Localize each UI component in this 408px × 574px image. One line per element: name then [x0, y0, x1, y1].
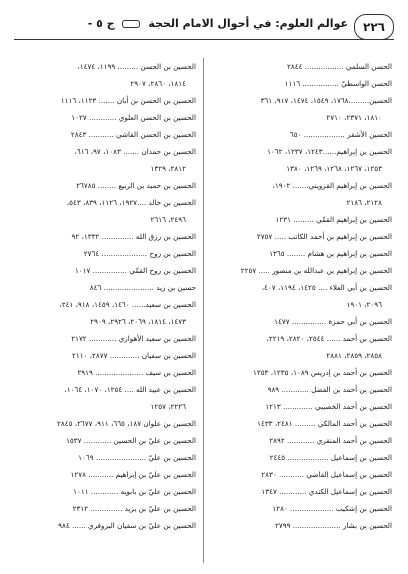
index-entry: الحسين بن أبي العلاء .... ١٤٢٥، ١١٩٤، ٤٠٧،: [261, 283, 392, 292]
index-entry: الحسين بن عليّ بن سفيان البزوفري ...... ٩٨٤: [58, 521, 196, 530]
index-entry-continuation: ١٨١٤، ٢٨٦٠، ٢٩٠٧: [130, 79, 186, 88]
page-header: [14, 14, 394, 40]
header-rule: [14, 39, 394, 40]
index-entry: الحسين بن إبراهيم بن هشام ........ ١٣٦٥: [269, 249, 392, 258]
index-entry: الحسين بن الحسن القاشي ........... ٢٨٤٣: [70, 130, 196, 139]
index-entry: الحسين بن إشكيب ................... ١٢٨٠: [272, 504, 392, 513]
index-entry: الحسين الأشقر .................. ٦٥٠: [289, 130, 392, 139]
index-entry-continuation: ٢٨١٢، ١٣٢٩: [150, 164, 186, 173]
index-entry: الحسين بن عليّ بن بابويه ............ ١٠١١: [73, 487, 196, 496]
index-entry: الحسين بن حمدان ....... ١٠٨٣، ٩٧، ٦١٦،: [74, 147, 196, 156]
index-entry-continuation: ٢٠٩٦، ١٩٠١: [346, 300, 382, 309]
index-entry: الحسين بن إبراهيم بن أحمد الكاتب ..... ٢٧٥٧: [256, 232, 392, 241]
index-column-right: [212, 58, 392, 566]
index-entry: الحسين بن رزق الله .............. ١٣٣٢، ٩٢: [71, 232, 196, 241]
index-entry: الحسين بن أحمد بن الفضل ............ ٩٨٩: [267, 385, 392, 394]
index-entry: الحسين بن أحمد المالكي ......... ٢٤٨١، ١٤٣٣: [257, 419, 392, 428]
index-entry: الحسين بن علوان ١٨٧، ٦٦٥، ٩١١، ٢٦٧٧، ٢٨٤٥: [57, 419, 196, 428]
index-entry-continuation: ١٨١٠، ٢٣٧١، ٢٧١٠: [326, 113, 382, 122]
index-entry: الحسين بن روح القمّي ............... ١٠١٧: [74, 266, 196, 275]
index-entry-continuation: ٢٢٢٦، ١٢٥٧: [150, 402, 186, 411]
index-entry: الحسين بن سعيد...... ١٤٦٠، ١٤٥٩، ٩١٨، ٢٤١،: [59, 300, 196, 309]
index-entry: الحسين بن إبراهيم......١٢٤٣، ١٢٣٧، ١٠٦٢: [267, 147, 392, 156]
index-entry: الحسين بن عليّ ...................... ١٠٦٩: [78, 453, 196, 462]
index-entry: الحسن الواسطيّ ................ ١١١٦: [284, 79, 392, 88]
index-entry: الحسين بن الحسن ......... ١١٩٩، ١٤٧٤،: [77, 62, 196, 71]
volume-label: ج ٥ -: [87, 17, 115, 30]
index-entry: الحسين بن إبراهيم القمّي ......... ١٢٣١: [275, 215, 392, 224]
index-entry: الحسين بن أحمد المنقري ............ ٢٨٩٢: [269, 436, 392, 445]
index-entry: الحسن السلمي ................. ٢٨٤٤: [287, 62, 392, 71]
index-entry: الحسين بن سيف ..................... ٢٩١٩: [77, 368, 196, 377]
index-entry: الحسين بن عليّ بن إبراهيم ........... ١٢٧٨: [70, 470, 196, 479]
index-entry: الحسين بن حميد بن الربيع ........ ٢٦٧٨٥: [76, 181, 196, 190]
index-entry: الحسين بن أحمد بن إدريس ١٠٨٩، ١٢٣٥، ١٢٥٣: [252, 368, 392, 377]
running-title: [88, 17, 348, 30]
index-entry: الحسين بن أحمد الخصيبي ............. ١٢١٣: [265, 402, 392, 411]
index-entry: الحسين بن إبراهيم بن عبدالله بن منصور ..... ٢٢٥٧: [240, 266, 392, 275]
index-column-left: [16, 58, 196, 566]
index-entry-continuation: ٢١٢٨، ٢١٨٦: [346, 198, 382, 207]
index-entry: الحسين بن إسماعيل .................. ٢٤٤٥: [269, 453, 392, 462]
book-title: عوالم العلوم: في أحوال الامام الحجة: [148, 17, 348, 30]
index-entry: الحسين بن عليّ بن الحسين ............ ١٥٣٧: [66, 436, 196, 445]
index-entry-continuation: ٢٨٥٨، ٢٨٥٩، ٢٨٨١: [326, 351, 382, 360]
index-entry: الحسين بن الحسن بن أبان ....... ١١٢٣، ١١١٦: [60, 96, 196, 105]
index-entry-continuation: ١٢٥٣، ١٢٦٧، ١٢٦٨، ١٢٦٩، ١٣٨٠: [286, 164, 382, 173]
index-entry: الحسين بن أحمد ...... ٢٥٤٤، ٢٨٢٠، ٢٢١٩،: [266, 334, 392, 343]
index-entry: الحسين بن إبراهيم القزويني....... ١٩٠٢،: [272, 181, 392, 190]
index-entry: الحسين بن إسماعيل القاضي ........... ٢٨٣٠: [261, 470, 392, 479]
index-entry: الحسين بن إسماعيل الكندي ............ ١٣٤٧: [261, 487, 392, 496]
ornament-icon: [122, 20, 140, 28]
index-entry: الحسين بن عليّ بن يزيد .............. ٢٣١٢: [72, 504, 196, 513]
column-divider: [203, 58, 204, 563]
index-entry-continuation: ١٤٧٣، ١٨١٤، ٢٠٦٩، ٢٩٢٦، ٢٩٠٩: [90, 317, 186, 326]
index-entry: الحسين بن روح .................... ٢٧٦٤: [83, 249, 196, 258]
index-entry: الحسين بن بشار ..................... ٢٧٩٩: [275, 521, 392, 530]
index-entry-continuation: ٢٤٩٦، ٢٦١٦: [150, 215, 186, 224]
index-entry: حسين بن زيد ...................... ٨٤٦: [89, 283, 196, 292]
index-entry: الحسين بن الحسن العلوي ............ ١٠٢٧: [71, 113, 196, 122]
index-entry: الحسين بن سفيان ............. ٢٨٧٧، ٢١١٠: [71, 351, 196, 360]
page-number: ٢٢٦: [354, 14, 394, 40]
index-entry: الحسين بن أبي حمزة ............... ١٤٧٧: [274, 317, 392, 326]
index-entry: الحسين بن خالد ....١٩٢٧، ١١٢٦، ٨٣٩، ٥٤٣،: [66, 198, 196, 207]
index-entry: الحسين بن عبيد الله .... ١٢٥٤، ١٠٧٠، ١٠٦٤،: [64, 385, 196, 394]
index-entry: الحسين بن سعيد الأهوازي ............ ٢١٧٢: [71, 334, 196, 343]
index-entry: الحسين.........١٧٦٨، ١٥٤٩، ١٤٧٤، ٩١٧، ٣٦١: [260, 96, 392, 105]
